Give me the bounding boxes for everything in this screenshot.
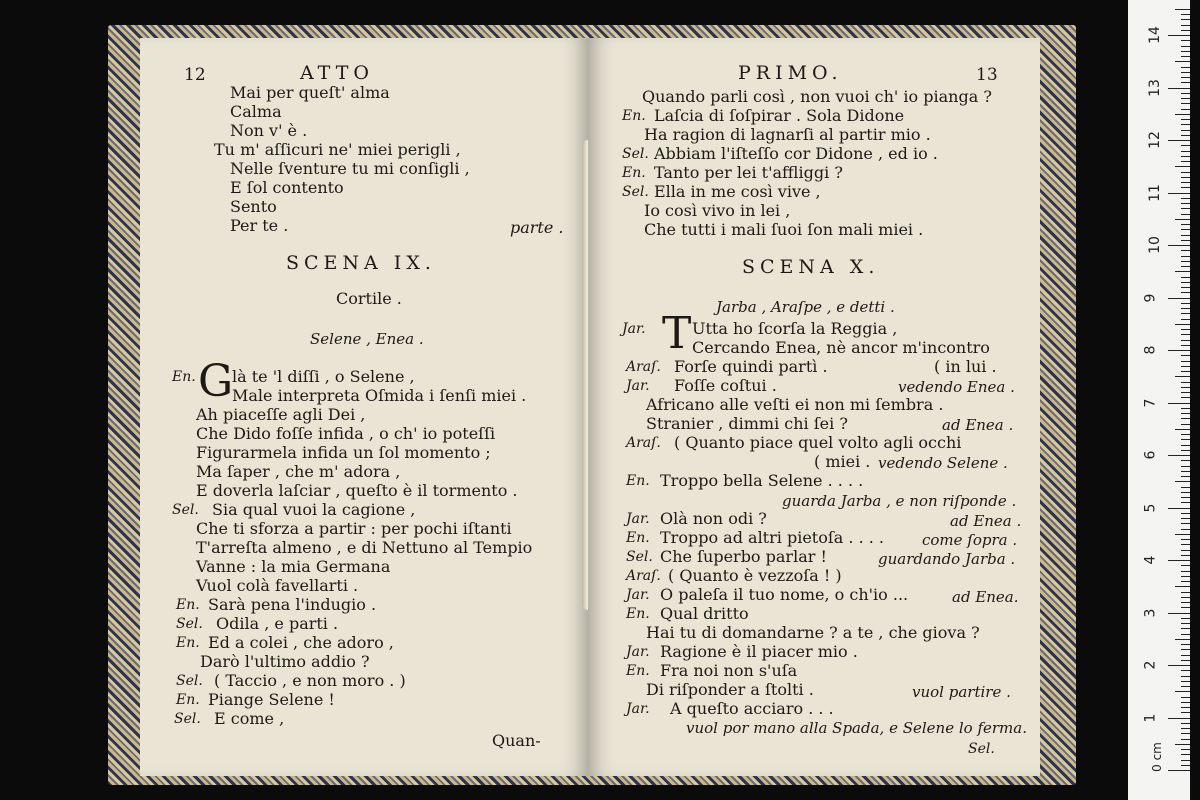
- ruler-tick: [1181, 497, 1190, 498]
- ruler-tick: [1175, 9, 1190, 10]
- right-page: [588, 38, 1040, 776]
- ruler-tick: [1181, 739, 1190, 740]
- speaker-label: Araſ.: [626, 359, 661, 375]
- ruler-tick: [1181, 649, 1190, 650]
- ruler-tick: [1181, 707, 1190, 708]
- ruler-tick: [1181, 471, 1190, 472]
- ruler-tick: [1181, 182, 1190, 183]
- dialogue-line: Ma ſaper , che m' adora ,: [196, 462, 401, 481]
- ruler-tick: [1168, 193, 1190, 194]
- ruler-tick: [1181, 135, 1190, 136]
- dialogue-line: Darò l'ultimo addio ?: [200, 652, 370, 671]
- ruler-tick: [1181, 82, 1190, 83]
- ruler-tick: [1181, 712, 1190, 713]
- dialogue-line: là te 'l diſſi , o Selene ,: [232, 367, 415, 386]
- dialogue-line: Che tutti i mali ſuoi ſon mali miei .: [644, 220, 924, 239]
- ruler-number: 13: [1146, 78, 1163, 97]
- ruler-tick: [1181, 581, 1190, 582]
- ruler-tick: [1181, 628, 1190, 629]
- ruler-tick: [1181, 250, 1190, 251]
- ruler-unit-label: 0 cm: [1149, 742, 1164, 772]
- stage-direction: parte .: [510, 218, 564, 237]
- scene-title: SCENA X.: [742, 256, 880, 278]
- ruler-tick: [1181, 492, 1190, 493]
- ruler-tick: [1175, 219, 1190, 220]
- ruler-tick: [1181, 119, 1190, 120]
- dialogue-line: O paleſa il tuo nome, o ch'io ...: [660, 585, 909, 604]
- ruler-tick: [1181, 98, 1190, 99]
- dialogue-line: Ed a colei , che adoro ,: [208, 633, 394, 652]
- ruler-number: 14: [1146, 26, 1163, 44]
- ruler-tick: [1181, 476, 1190, 477]
- ruler-tick: [1175, 271, 1190, 272]
- ruler-tick: [1181, 660, 1190, 661]
- dialogue-line: Ah piaceſſe agli Dei ,: [196, 405, 366, 424]
- ruler-tick: [1175, 166, 1190, 167]
- dialogue-line: Tanto per lei t'affliggi ?: [654, 163, 843, 182]
- ruler-tick: [1168, 245, 1190, 246]
- ruler-number: 12: [1146, 131, 1163, 149]
- ruler-tick: [1181, 602, 1190, 603]
- ruler-tick: [1181, 702, 1190, 703]
- ruler-tick: [1181, 697, 1190, 698]
- page-number: 12: [184, 65, 206, 85]
- ruler-tick: [1168, 140, 1190, 141]
- ruler-tick: [1181, 686, 1190, 687]
- ruler-tick: [1181, 397, 1190, 398]
- ruler-tick: [1168, 403, 1190, 404]
- stage-direction: vedendo Enea .: [898, 378, 1015, 396]
- ruler-tick: [1181, 130, 1190, 131]
- ruler-tick: [1181, 266, 1190, 267]
- verse-line: Tu m' aſſicuri ne' miei perigli ,: [214, 140, 461, 159]
- dialogue-line: Laſcia di ſoſpirar . Sola Didone: [654, 106, 905, 125]
- dialogue-line: Quando parli così , non vuoi ch' io pianga ?: [642, 87, 992, 106]
- ruler-tick: [1181, 439, 1190, 440]
- ruler-tick: [1181, 676, 1190, 677]
- dialogue-line: Abbiam l'iſteſſo cor Didone , ed io .: [654, 144, 938, 163]
- dialogue-line: Ragione è il piacer mio .: [660, 642, 858, 661]
- ruler-tick: [1181, 287, 1190, 288]
- stage-direction: ( in lui .: [934, 357, 997, 376]
- ruler-tick: [1181, 450, 1190, 451]
- ruler-tick: [1181, 319, 1190, 320]
- dialogue-line: Che Dido foſſe infida , o ch' io poteſſi: [196, 424, 496, 443]
- speaker-label: En.: [176, 692, 200, 708]
- ruler-tick: [1181, 644, 1190, 645]
- speaker-label: Araſ.: [626, 435, 661, 451]
- ruler-tick: [1181, 607, 1190, 608]
- dialogue-line: Sia qual vuoi la cagione ,: [212, 500, 416, 519]
- dialogue-line: Ha ragion di lagnarſi al partir mio .: [644, 125, 931, 144]
- ruler-tick: [1181, 156, 1190, 157]
- drop-cap: T: [662, 308, 692, 359]
- ruler-tick: [1168, 88, 1190, 89]
- ruler-tick: [1175, 586, 1190, 587]
- dialogue-line: Ella in me così vive ,: [654, 182, 821, 201]
- ruler-tick: [1181, 161, 1190, 162]
- ruler-tick: [1168, 718, 1190, 719]
- ruler-tick: [1181, 77, 1190, 78]
- running-head: ATTO: [300, 62, 374, 84]
- ruler-tick: [1175, 639, 1190, 640]
- dialogue-line: Di riſponder a ſtolti .: [646, 680, 814, 699]
- ruler-tick: [1181, 208, 1190, 209]
- ruler-tick: [1181, 124, 1190, 125]
- ruler-number: 10: [1146, 236, 1163, 254]
- ruler-number: 3: [1142, 608, 1159, 617]
- ruler-tick: [1181, 466, 1190, 467]
- ruler-tick: [1181, 571, 1190, 572]
- speaker-label: En.: [626, 530, 650, 546]
- dialogue-line: Che ti sforza a partir : per pochi iſtanti: [196, 519, 512, 538]
- ruler-tick: [1181, 424, 1190, 425]
- ruler-number: 4: [1142, 555, 1159, 565]
- ruler-tick: [1181, 623, 1190, 624]
- ruler-tick: [1181, 539, 1190, 540]
- stage-direction: ad Enea .: [942, 416, 1014, 434]
- ruler-tick: [1168, 35, 1190, 36]
- running-head: PRIMO.: [738, 62, 843, 84]
- ruler-tick: [1181, 513, 1190, 514]
- ruler-tick: [1181, 655, 1190, 656]
- speaker-label: En.: [626, 473, 650, 489]
- ruler-tick: [1175, 114, 1190, 115]
- ruler-number: 9: [1142, 293, 1159, 302]
- ruler-tick: [1181, 198, 1190, 199]
- ruler-tick: [1181, 413, 1190, 414]
- ruler-tick: [1181, 25, 1190, 26]
- verse-line: E ſol contento: [230, 178, 344, 197]
- ruler-tick: [1181, 592, 1190, 593]
- ruler-tick: [1181, 56, 1190, 57]
- speaker-label: Sel.: [176, 673, 203, 689]
- ruler-tick: [1181, 187, 1190, 188]
- ruler-tick: [1181, 203, 1190, 204]
- verse-line: Calma: [230, 102, 282, 121]
- ruler-tick: [1181, 224, 1190, 225]
- ruler-tick: [1181, 733, 1190, 734]
- ruler-tick: [1175, 376, 1190, 377]
- speaker-label: Jar.: [626, 701, 650, 717]
- ruler-tick: [1181, 93, 1190, 94]
- ruler-tick: [1181, 214, 1190, 215]
- ruler-tick: [1181, 256, 1190, 257]
- ruler-tick: [1181, 597, 1190, 598]
- dialogue-line: Piange Selene !: [208, 690, 335, 709]
- dialogue-line: Hai tu di domandarne ? a te , che giova ?: [646, 623, 980, 642]
- ruler-tick: [1181, 40, 1190, 41]
- ruler-tick: [1181, 19, 1190, 20]
- ruler-tick: [1181, 292, 1190, 293]
- dialogue-line: Io così vivo in lei ,: [644, 201, 791, 220]
- dialogue-line: Vuol colà favellarti .: [196, 576, 359, 595]
- dialogue-line: ( miei .: [814, 452, 871, 471]
- ruler-tick: [1181, 366, 1190, 367]
- dialogue-line: Olà non odi ?: [660, 509, 767, 528]
- ruler-tick: [1181, 308, 1190, 309]
- ruler-tick: [1181, 765, 1190, 766]
- dialogue-line: Troppo bella Selene . . . .: [660, 471, 864, 490]
- stage-direction: come ſopra .: [922, 531, 1018, 549]
- ruler-tick: [1175, 534, 1190, 535]
- ruler-number: 6: [1142, 450, 1159, 460]
- ruler-tick: [1175, 691, 1190, 692]
- ruler-number: 5: [1142, 503, 1159, 512]
- ruler-tick: [1181, 634, 1190, 635]
- speaker-label: Sel.: [172, 502, 199, 518]
- dialogue-line: Male interpreta Oſmida i ſenſi miei .: [232, 386, 527, 405]
- ruler-tick: [1181, 282, 1190, 283]
- verse-line: Nelle ſventure tu mi conſigli ,: [230, 159, 470, 178]
- speaker-label: En.: [626, 606, 650, 622]
- dialogue-line: Fra noi non s'uſa: [660, 661, 798, 680]
- ruler-tick: [1168, 665, 1190, 666]
- ruler-tick: [1181, 387, 1190, 388]
- stage-direction: ad Enea .: [950, 512, 1022, 530]
- ruler-tick: [1181, 544, 1190, 545]
- dialogue-line: E doverla laſciar , queſto è il tormento .: [196, 481, 518, 500]
- ruler-tick: [1181, 408, 1190, 409]
- ruler-tick: [1181, 418, 1190, 419]
- ruler-tick: [1181, 303, 1190, 304]
- drop-cap: G: [198, 356, 234, 407]
- dialogue-line: A queſto acciaro . . .: [670, 699, 834, 718]
- speaker-label: Sel.: [176, 616, 203, 632]
- ruler-tick: [1181, 72, 1190, 73]
- speaker-label: Jar.: [626, 644, 650, 660]
- ruler-tick: [1181, 14, 1190, 15]
- speaker-label: Jar.: [626, 378, 650, 394]
- stage-direction: vedendo Selene .: [878, 454, 1008, 472]
- ruler-tick: [1181, 313, 1190, 314]
- ruler-tick: [1181, 460, 1190, 461]
- ruler-tick: [1181, 434, 1190, 435]
- dialogue-line: ( Taccio , e non moro . ): [214, 671, 406, 690]
- ruler-tick: [1181, 355, 1190, 356]
- stage-direction: ad Enea.: [952, 588, 1019, 606]
- dialogue-line: Foſſe coſtui .: [674, 376, 777, 395]
- ruler-tick: [1181, 523, 1190, 524]
- dialogue-line: Che ſuperbo parlar !: [660, 547, 827, 566]
- ruler-tick: [1181, 261, 1190, 262]
- speaker-label: Sel.: [626, 549, 653, 565]
- dialogue-line: Africano alle veſti ei non mi ſembra .: [646, 395, 944, 414]
- ruler-tick: [1181, 382, 1190, 383]
- ruler-tick: [1181, 576, 1190, 577]
- dialogue-line: Forſe quindi partì .: [674, 357, 828, 376]
- ruler-tick: [1181, 103, 1190, 104]
- dialogue-line: Sarà pena l'indugio .: [208, 595, 377, 614]
- dialogue-line: Qual dritto: [660, 604, 749, 623]
- speaker-label: En.: [622, 165, 646, 181]
- dialogue-line: Vanne : la mia Germana: [196, 557, 391, 576]
- ruler-tick: [1168, 455, 1190, 456]
- speaker-label: En.: [176, 597, 200, 613]
- stage-direction: vuol partire .: [912, 683, 1011, 701]
- ruler-tick: [1175, 481, 1190, 482]
- speaker-label: Jar.: [626, 587, 650, 603]
- ruler-tick: [1175, 324, 1190, 325]
- measurement-ruler: [1128, 0, 1190, 800]
- scene-title: SCENA IX.: [286, 252, 436, 274]
- dialogue-line: Utta ho ſcorſa la Reggia ,: [692, 319, 898, 338]
- ruler-tick: [1181, 754, 1190, 755]
- ruler-number: 7: [1142, 398, 1159, 407]
- ruler-tick: [1181, 145, 1190, 146]
- ruler-tick: [1168, 298, 1190, 299]
- ruler-tick: [1181, 151, 1190, 152]
- verse-line: Per te .: [230, 216, 289, 235]
- dialogue-line: Troppo ad altri pietoſa . . . .: [660, 528, 884, 547]
- ruler-tick: [1168, 560, 1190, 561]
- speaker-label: Araſ.: [626, 568, 661, 584]
- catchword: Sel.: [968, 741, 995, 757]
- speaker-label: En.: [176, 635, 200, 651]
- ruler-tick: [1181, 502, 1190, 503]
- ruler-tick: [1181, 361, 1190, 362]
- ruler-tick: [1175, 429, 1190, 430]
- catchword: Quan-: [492, 731, 541, 750]
- ruler-tick: [1181, 229, 1190, 230]
- ruler-tick: [1181, 670, 1190, 671]
- dialogue-line: T'arreſta almeno , e di Nettuno al Tempio: [196, 538, 533, 557]
- ruler-tick: [1181, 518, 1190, 519]
- ruler-tick: [1181, 340, 1190, 341]
- dialogue-line: E come ,: [214, 709, 285, 728]
- speaker-label: Jar.: [626, 511, 650, 527]
- stage-direction: vuol por mano alla Spada, e Selene lo ferma.: [686, 719, 1027, 737]
- ruler-tick: [1181, 277, 1190, 278]
- ruler-tick: [1181, 487, 1190, 488]
- ruler-tick: [1181, 723, 1190, 724]
- ruler-tick: [1168, 613, 1190, 614]
- ruler-tick: [1181, 728, 1190, 729]
- ruler-tick: [1181, 760, 1190, 761]
- ruler-tick: [1175, 61, 1190, 62]
- ruler-tick: [1181, 371, 1190, 372]
- scene-characters: Jarba , Araſpe , e detti .: [716, 298, 895, 316]
- ruler-tick: [1181, 392, 1190, 393]
- ruler-tick: [1181, 345, 1190, 346]
- speaker-label: En.: [622, 108, 646, 124]
- ruler-tick: [1168, 508, 1190, 509]
- verse-line: Non v' è .: [230, 121, 308, 140]
- ruler-number: 8: [1142, 345, 1159, 355]
- verse-line: Sento: [230, 197, 277, 216]
- ruler-number: 2: [1142, 660, 1159, 670]
- ruler-tick: [1175, 744, 1190, 745]
- ruler-tick: [1181, 681, 1190, 682]
- verse-line: Mai per queſt' alma: [230, 83, 390, 102]
- dialogue-line: Figurarmela infida un ſol momento ;: [196, 443, 491, 462]
- ruler-tick: [1181, 51, 1190, 52]
- ruler-tick: [1181, 329, 1190, 330]
- dialogue-line: Odila , e parti .: [216, 614, 339, 633]
- ruler-tick: [1168, 350, 1190, 351]
- ruler-tick: [1181, 67, 1190, 68]
- left-page: [140, 38, 588, 776]
- ruler-tick: [1181, 618, 1190, 619]
- scene-characters: Selene , Enea .: [310, 330, 424, 348]
- speaker-label: Sel.: [622, 146, 649, 162]
- speaker-label: Sel.: [174, 711, 201, 727]
- ruler-tick: [1181, 30, 1190, 31]
- ruler-tick: [1181, 749, 1190, 750]
- ruler-tick: [1168, 770, 1190, 771]
- stage-direction: guarda Jarba , e non riſponde .: [782, 492, 1017, 510]
- ruler-tick: [1181, 565, 1190, 566]
- ruler-tick: [1181, 172, 1190, 173]
- ruler-number: 11: [1146, 183, 1163, 202]
- speaker-label: En.: [172, 369, 196, 385]
- speaker-label: En.: [626, 663, 650, 679]
- ruler-tick: [1181, 240, 1190, 241]
- ruler-tick: [1181, 109, 1190, 110]
- ruler-tick: [1181, 550, 1190, 551]
- speaker-label: Sel.: [622, 184, 649, 200]
- speaker-label: Jar.: [622, 321, 646, 337]
- dialogue-line: Cercando Enea, nè ancor m'incontro: [692, 338, 990, 357]
- ruler-tick: [1181, 529, 1190, 530]
- dialogue-line: ( Quanto piace quel volto agli occhi: [674, 433, 962, 452]
- ruler-tick: [1181, 334, 1190, 335]
- stage-direction: guardando Jarba .: [878, 550, 1016, 568]
- ruler-number: 1: [1142, 713, 1159, 722]
- page-number: 13: [976, 65, 998, 85]
- ruler-tick: [1181, 46, 1190, 47]
- ruler-tick: [1181, 555, 1190, 556]
- ruler-tick: [1181, 445, 1190, 446]
- dialogue-line: Stranier , dimmi chi ſei ?: [646, 414, 848, 433]
- scene-setting: Cortile .: [336, 289, 402, 308]
- ruler-tick: [1181, 235, 1190, 236]
- ruler-tick: [1181, 177, 1190, 178]
- dialogue-line: ( Quanto è vezzoſa ! ): [668, 566, 842, 585]
